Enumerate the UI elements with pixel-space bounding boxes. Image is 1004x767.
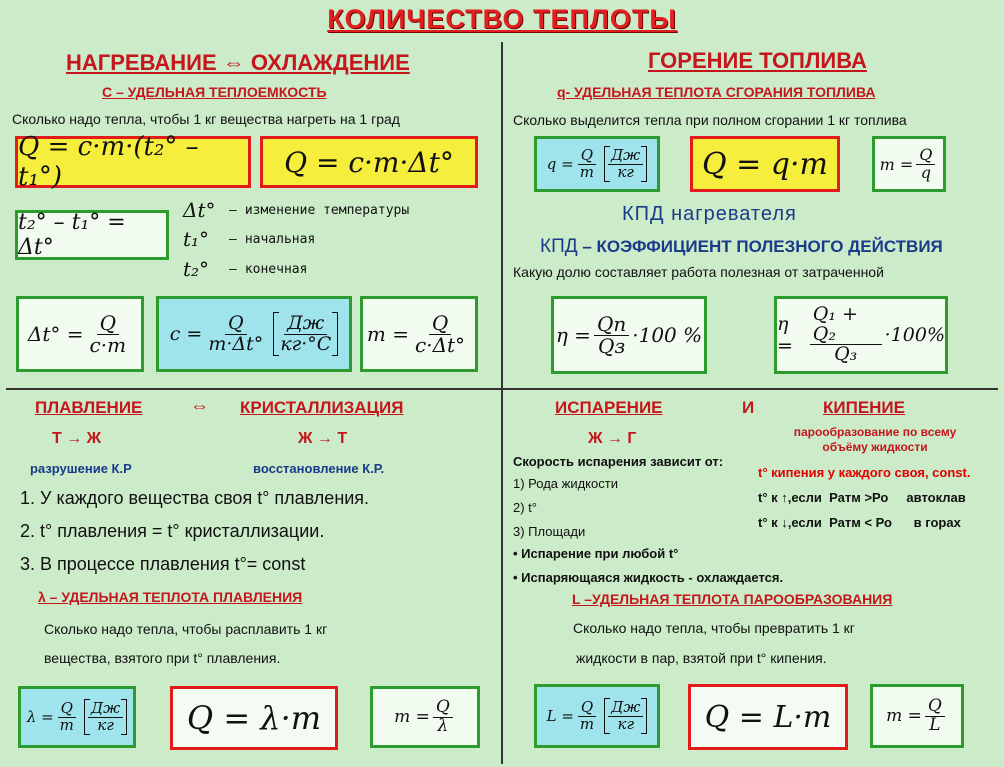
denominator: m·Δt°: [208, 332, 264, 355]
melt-desc-2: восстановление К.Р.: [253, 461, 385, 476]
fraction: [594, 311, 629, 358]
formula-lhs: L =: [546, 707, 574, 725]
denominator: L: [929, 714, 941, 735]
numerator: Q: [578, 148, 596, 165]
boil-const: t° кипения у каждого своя, const.: [758, 465, 971, 480]
melt-transition-1: Т → Ж: [52, 430, 102, 447]
fraction: [577, 697, 597, 733]
melt-sub: λ – УДЕЛЬНАЯ ТЕПЛОТА ПЛАВЛЕНИЯ: [38, 589, 303, 605]
list-item: 3) Площади: [513, 524, 586, 539]
fuel-header: ГОРЕНИЕ ТОПЛИВА: [648, 48, 867, 73]
formula-fuel-main: Q = q·m: [690, 136, 840, 192]
formula-heat-full: Q = c·m·(t₂° – t₁°): [15, 136, 251, 188]
formula-mass-heat: [360, 296, 478, 372]
page-title: КОЛИЧЕСТВО ТЕПЛОТЫ: [327, 4, 677, 34]
legend-dash: —: [229, 231, 237, 247]
melt-transition-2: Ж → Т: [298, 430, 348, 447]
denominator: m: [579, 714, 595, 733]
formula-lhs: c =: [169, 323, 203, 345]
formula-lhs: η =: [777, 313, 793, 357]
formula-rhs: ·100%: [884, 324, 945, 346]
numerator: Q: [578, 700, 596, 717]
formula-fuel-mass: [872, 136, 946, 192]
unit-bracket: [273, 312, 338, 357]
heat-sub: С – УДЕЛЬНАЯ ТЕПЛОЕМКОСТЬ: [102, 84, 327, 100]
formula-lhs: m =: [886, 706, 922, 726]
list-item: 2) t°: [513, 500, 537, 515]
unit-denominator: кг: [97, 715, 114, 734]
formula-delta-from-q: [16, 296, 144, 372]
fraction: [577, 145, 597, 181]
unit-numerator: Дж: [608, 148, 643, 165]
formula-lhs: η =: [555, 323, 591, 347]
list-item: 1. У каждого вещества своя t° плавления.: [20, 488, 370, 508]
unit-bracket: [604, 146, 647, 183]
legend-text: изменение температуры: [244, 202, 410, 218]
melt-desc-1: разрушение К.Р: [30, 461, 132, 476]
formula-l: [534, 684, 660, 748]
legend-text: начальная: [244, 231, 316, 247]
unit-denominator: кг·°C: [280, 332, 332, 355]
kpd-definition: [540, 236, 943, 258]
boil-rule-1: t° к ↑,если Ратм >Ро автоклав: [758, 490, 966, 505]
numerator: Q: [58, 701, 76, 718]
evap-transition: Ж → Г: [588, 430, 637, 447]
evap-sub: L –УДЕЛЬНАЯ ТЕПЛОТА ПАРООБРАЗОВАНИЯ: [572, 591, 893, 607]
unit-numerator: Дж: [284, 314, 327, 335]
numerator: Q: [225, 314, 247, 335]
evap-header-1: ИСПАРЕНИЕ: [555, 398, 663, 417]
numerator: Q: [916, 147, 935, 165]
evap-question-2: жидкости в пар, взятой при t° кипения.: [576, 650, 827, 666]
numerator: Q₁ + Q₂: [810, 305, 882, 346]
legend-dash: —: [229, 261, 237, 277]
boil-note: парообразование по всему объёму жидкости: [793, 425, 957, 454]
kpd-abbr: КПД: [540, 236, 578, 257]
fraction: [205, 311, 266, 355]
evap-and: И: [742, 398, 755, 417]
speed-list: [513, 476, 618, 548]
melt-question-1: Сколько надо тепла, чтобы расплавить 1 кг: [44, 621, 328, 637]
fraction: [925, 695, 945, 735]
denominator: m: [59, 715, 74, 734]
legend-text: конечная: [244, 261, 308, 277]
kpd-question: Какую долю составляет работа полезная от затраченной: [513, 264, 884, 280]
formula-fuel-q: [534, 136, 660, 192]
speed-title: Скорость испарения зависит от:: [513, 454, 724, 469]
denominator: m: [579, 162, 594, 181]
fuel-sub: q- УДЕЛЬНАЯ ТЕПЛОТА СГОРАНИЯ ТОПЛИВА: [557, 84, 876, 100]
numerator: Q: [429, 313, 451, 335]
list-item: • Испаряющаяся жидкость - охлаждается.: [513, 570, 784, 585]
melt-list: [20, 488, 369, 587]
heat-header: НАГРЕВАНИЕ ⇔ ОХЛАЖДЕНИЕ: [66, 50, 410, 75]
formula-heat-delta: Q = c·m·Δt°: [260, 136, 478, 188]
list-item: 2. t° плавления = t° кристаллизации.: [20, 521, 325, 541]
numerator: Q: [433, 699, 453, 718]
formula-evap-mass: [870, 684, 964, 748]
denominator: c·m: [89, 332, 127, 357]
fraction: [916, 144, 935, 182]
denominator: q: [920, 162, 931, 182]
melt-header-2: КРИСТАЛЛИЗАЦИЯ: [240, 398, 404, 417]
formula-rhs: ·100 %: [632, 323, 703, 347]
formula-lhs: λ =: [26, 708, 54, 726]
unit-denominator: кг: [617, 162, 634, 181]
numerator: Q: [925, 698, 945, 717]
legend-sym: t₂°: [183, 257, 210, 281]
fuel-question: Сколько выделится тепла при полном сгорании 1 кг топлива: [513, 112, 907, 128]
formula-lhs: q =: [546, 155, 574, 173]
formula-melt-mass: [370, 686, 480, 748]
denominator: Q₃: [834, 343, 858, 366]
formula-lhs: m =: [366, 322, 410, 346]
formula-efficiency-1: [551, 296, 707, 374]
melt-arrow: ⇔: [190, 396, 209, 417]
temp-legend: [183, 196, 409, 284]
list-item: • Испарение при любой t°: [513, 546, 679, 561]
heat-question: Сколько надо тепла, чтобы 1 кг вещества нагреть на 1 град: [12, 111, 400, 127]
unit-numerator: Дж: [608, 700, 643, 717]
unit-bracket: [84, 699, 127, 736]
denominator: c·Δt°: [415, 332, 466, 357]
fraction: [412, 310, 468, 357]
kpd-title: КПД нагревателя: [622, 203, 797, 225]
fraction: [433, 696, 453, 736]
legend-sym: t₁°: [183, 227, 210, 251]
unit-bracket: [604, 698, 647, 735]
fraction: [87, 310, 130, 357]
evap-bullets: [513, 546, 783, 594]
denominator: λ: [437, 715, 449, 736]
formula-lambda: [18, 686, 136, 748]
list-item: 3. В процессе плавления t°= const: [20, 554, 306, 574]
legend-sym: Δt°: [183, 198, 216, 222]
formula-specific-heat: [156, 296, 352, 372]
numerator: Qп: [594, 314, 629, 336]
boil-rule-2: t° к ↓,если Ратм < Ро в горах: [758, 515, 961, 530]
vertical-divider: [501, 42, 503, 764]
fraction: [57, 698, 77, 734]
formula-lhs: m =: [394, 707, 430, 727]
legend-dash: —: [229, 202, 237, 218]
evap-question-1: Сколько надо тепла, чтобы превратить 1 кг: [573, 620, 855, 636]
melt-header-1: ПЛАВЛЕНИЕ: [35, 398, 143, 417]
formula-efficiency-2: [774, 296, 948, 374]
formula-delta-t: t₂° – t₁° = Δt°: [15, 210, 169, 260]
numerator: Q: [97, 313, 119, 335]
melt-question-2: вещества, взятого при t° плавления.: [44, 650, 281, 666]
horizontal-divider: [6, 388, 998, 390]
formula-lhs: Δt° =: [27, 322, 84, 346]
unit-numerator: Дж: [88, 701, 123, 718]
formula-melt-main: Q = λ·m: [170, 686, 338, 750]
denominator: Qз: [597, 333, 626, 358]
unit-denominator: кг: [617, 714, 635, 733]
fraction: [810, 302, 882, 366]
list-item: 1) Рода жидкости: [513, 476, 618, 491]
formula-evap-main: Q = L·m: [688, 684, 848, 750]
kpd-def: – КОЭФФИЦИЕНТ ПОЛЕЗНОГО ДЕЙСТВИЯ: [582, 237, 943, 256]
formula-lhs: m =: [879, 154, 914, 174]
evap-header-2: КИПЕНИЕ: [823, 398, 905, 417]
